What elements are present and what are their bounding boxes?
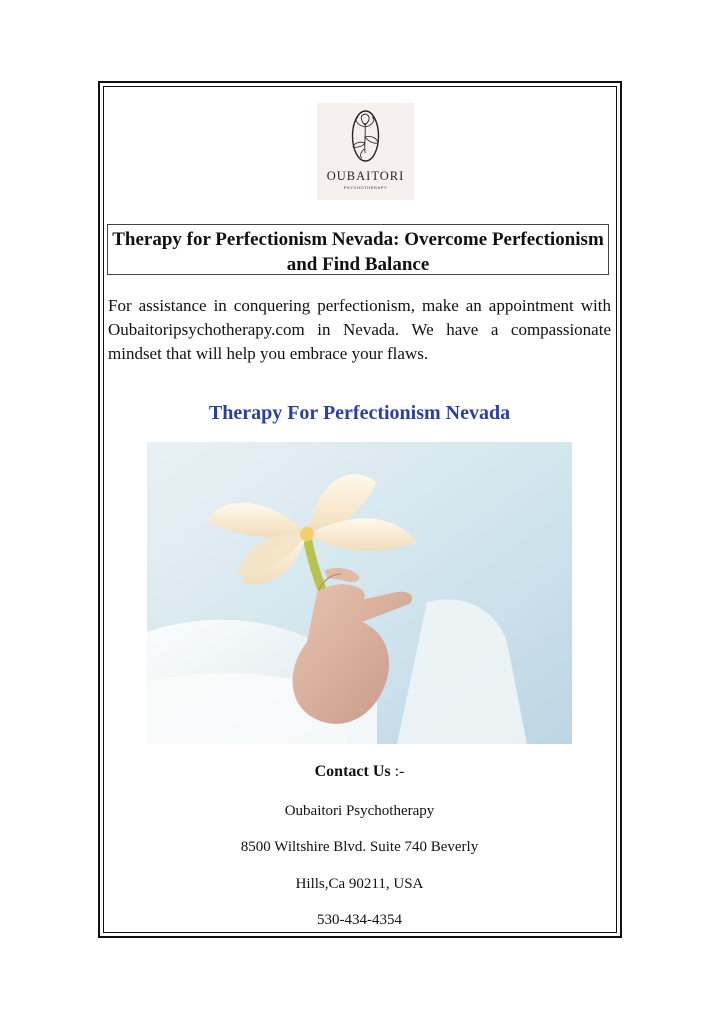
logo-tagline: PSYCHOTHERAPY [343, 185, 388, 190]
brand-logo [317, 103, 414, 200]
contact-name: Oubaitori Psychotherapy [284, 803, 435, 819]
contact-address-line1: 8500 Wiltshire Blvd. Suite 740 Beverly [240, 839, 479, 855]
contact-heading-suffix: :- [390, 763, 405, 780]
contact-heading-label: Contact Us [314, 763, 391, 780]
contact-phone: 530-434-4354 [317, 912, 402, 928]
logo-wordmark: OUBAITORI [326, 169, 405, 183]
description-paragraph: For assistance in conquering perfectionism, make an appointment with Oubaitoripsychotherapy.com in Nevada. We have a compassionate mindset that will help you embrace your flaws. [108, 296, 611, 363]
contact-heading [108, 763, 611, 781]
hand-flower-image [147, 442, 572, 744]
contact-address-line2: Hills,Ca 90211, USA [295, 876, 424, 892]
page-title: Therapy for Perfectionism Nevada: Overcome Perfectionism and Find Balance [107, 224, 609, 275]
hero-photo [147, 442, 572, 744]
service-heading: Therapy For Perfectionism Nevada [208, 402, 511, 424]
